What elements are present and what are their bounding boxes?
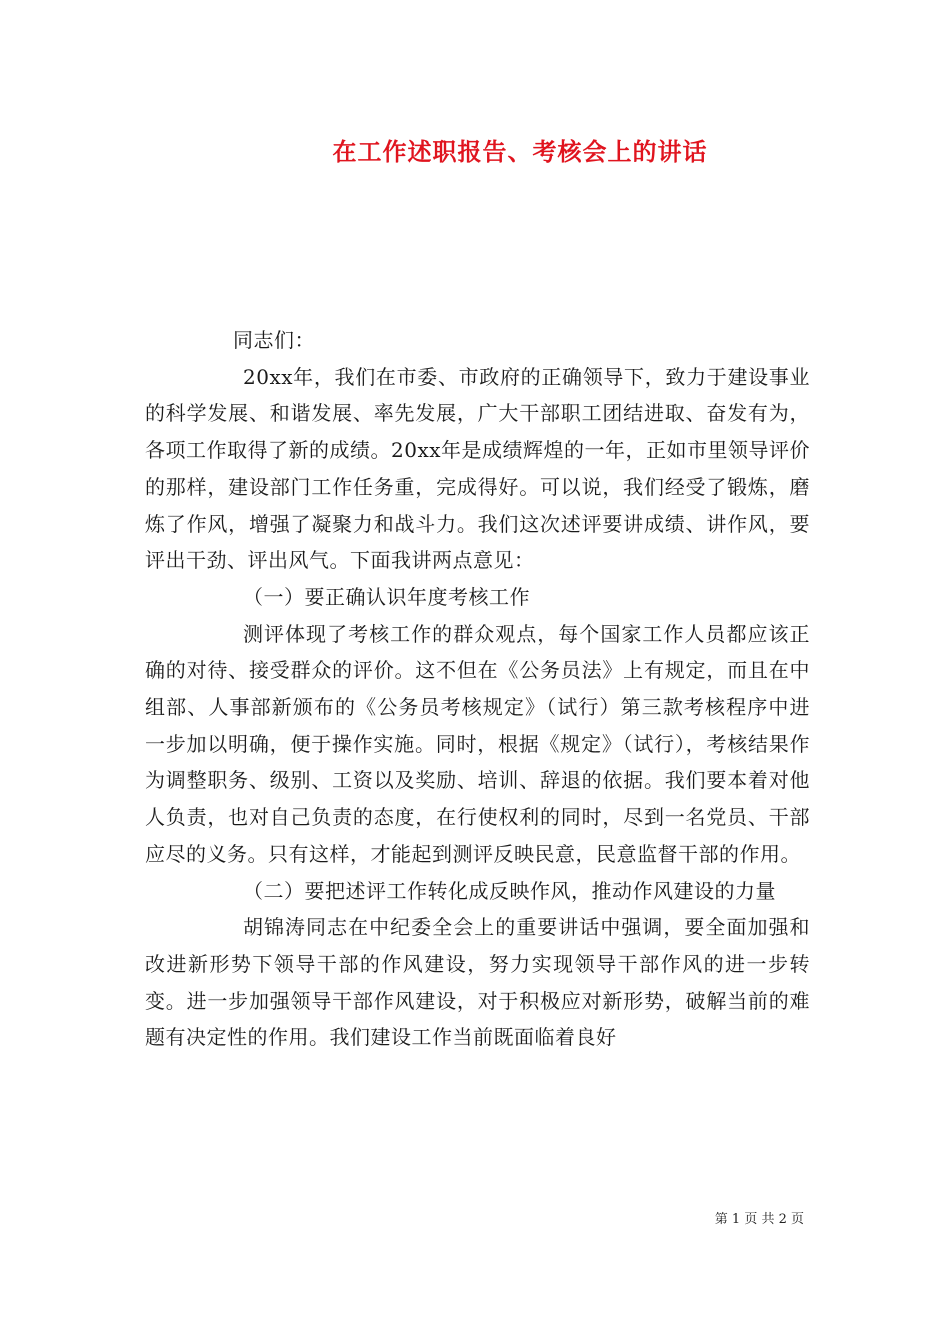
document-body [145,322,810,1056]
section-heading-1: （一）要正确认识年度考核工作 [243,584,530,609]
section-heading-2: （二）要把述评工作转化成反映作风，推动作风建设的力量 [243,878,776,903]
paragraph-section-1: 测评体现了考核工作的群众观点，每个国家工作人员都应该正确的对待、接受群众的评价。这不但在《公务员法》上有规定，而且在中组部、人事部新颁布的《公务员考核规定》（试行）第三款考核程序中进一步加以明确，便于操作实施。同时，根据《规定》（试行），考核结果作为调整职务、级别、工资以及奖励、培训、辞退的依据。我们要本着对他人负责，也对自己负责的态度，在行使权利的同时，尽到一名党员、干部应尽的义务。只有这样，才能起到测评反映民意，民意监督干部的作用。 [145,621,810,866]
paragraph-intro: 20xx年，我们在市委、市政府的正确领导下，致力于建设事业的科学发展、和谐发展、率先发展，广大干部职工团结进取、奋发有为，各项工作取得了新的成绩。20xx年是成绩辉煌的一年，正如市里领导评价的那样，建设部门工作任务重，完成得好。可以说，我们经受了锻炼，磨炼了作风，增强了凝聚力和战斗力。我们这次述评要讲成绩、讲作风，要评出干劲、评出风气。下面我讲两点意见： [145,364,811,573]
salutation: 同志们： [233,328,315,352]
document-title: 在工作述职报告、考核会上的讲话 [332,138,708,166]
page-indicator: 第 1 页 共 2 页 [714,1212,804,1227]
paragraph-section-2: 胡锦涛同志在中纪委全会上的重要讲话中强调，要全面加强和改进新形势下领导干部的作风建设，努力实现领导干部作风的进一步转变。进一步加强领导干部作风建设，对于积极应对新形势，破解当前的难题有决定性的作用。我们建设工作当前既面临着良好 [145,915,810,1050]
